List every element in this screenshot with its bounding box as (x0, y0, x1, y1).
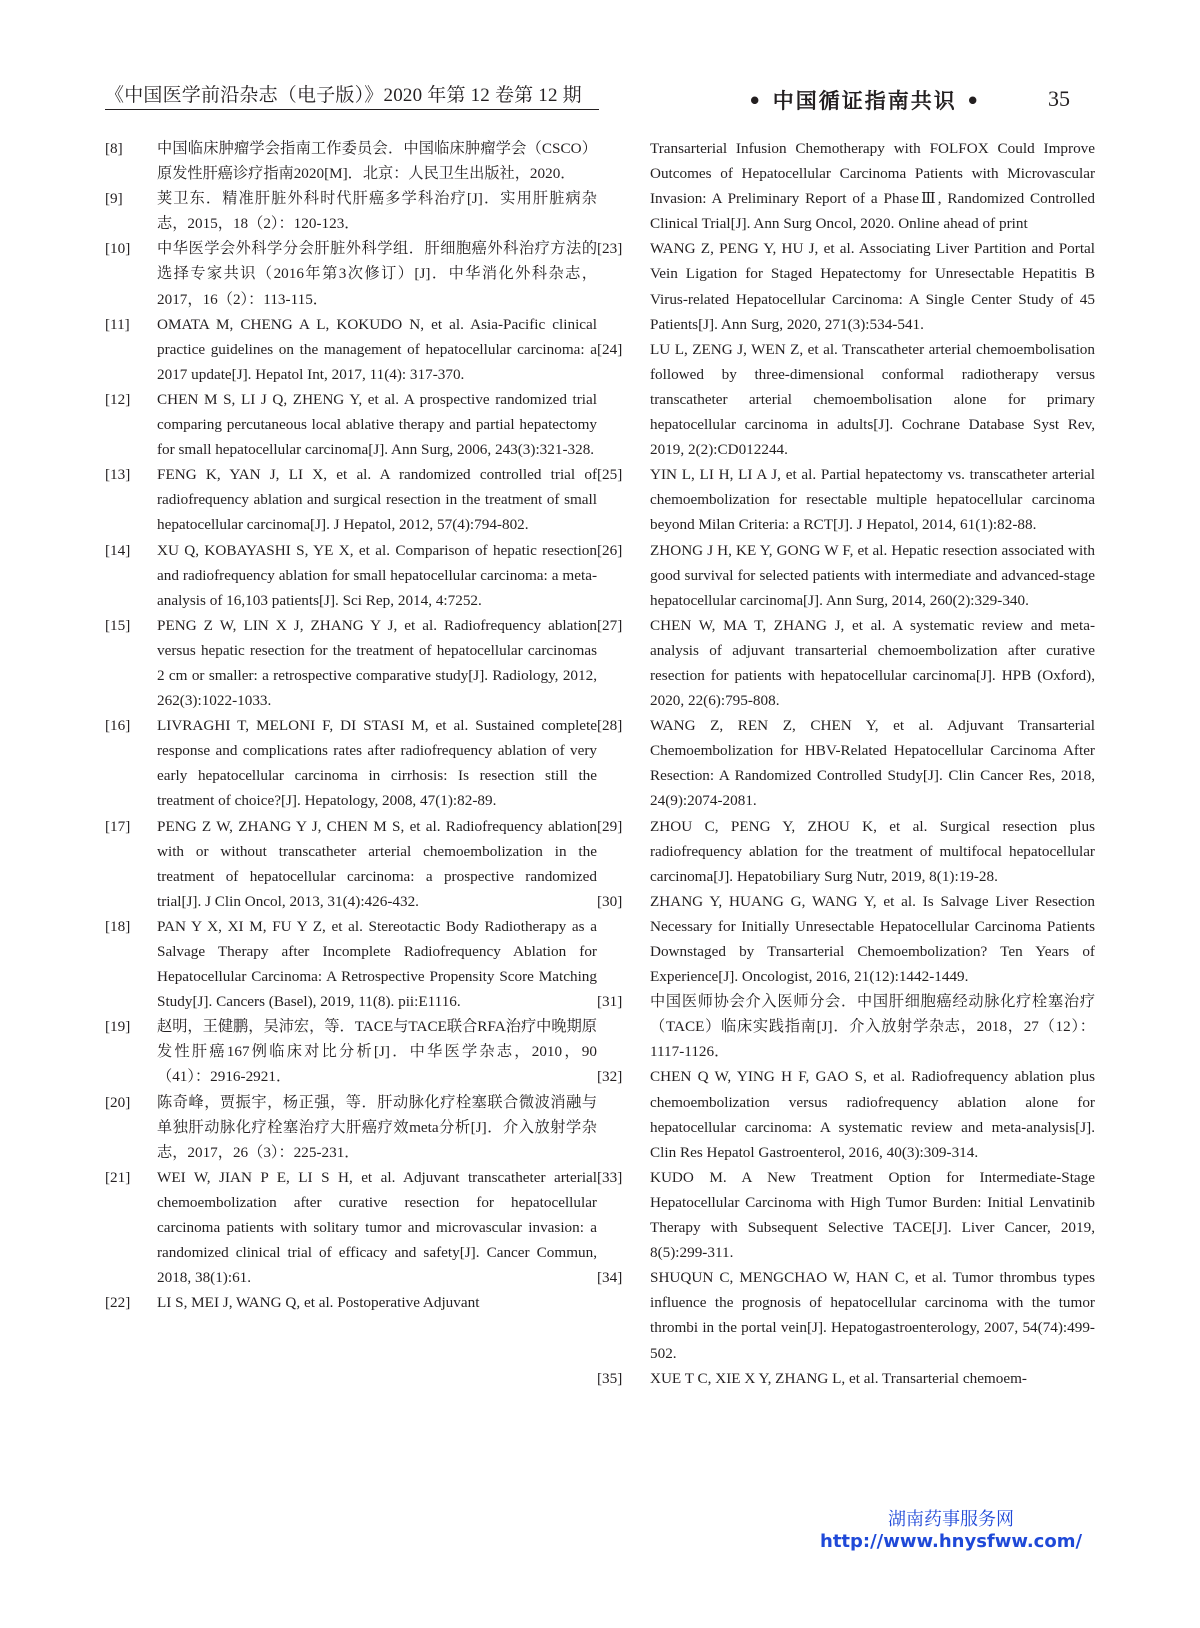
reference-number: [10] (105, 240, 131, 258)
reference-number: [9] (105, 190, 123, 208)
reference-text: FENG K, YAN J, LI X, et al. A randomized controlled trial of radiofrequency ablation and surgical resection in the treatment of small hepatocellular carcinoma[J]. J Hepatol, 2012, 57(4):794-802. (157, 466, 597, 534)
reference-item (597, 613, 1095, 713)
reference-item (105, 387, 597, 462)
reference-text: ZHOU C, PENG Y, ZHOU K, et al. Surgical resection plus radiofrequency ablation for the treatment of multifocal hepatocellular carcinoma[J]. Hepatobiliary Surg Nutr, 2019, 8(1):19-28. (650, 817, 1095, 885)
reference-number: [30] (597, 892, 623, 910)
reference-text: PAN Y X, XI M, FU Y Z, et al. Stereotactic Body Radiotherapy as a Salvage Therapy after Incomplete Radiofrequency Ablation for Hepatocellular Carcinoma: A Retrospective Propensity Score Matching Study[J]. Cancers (Basel), 2019, 11(8). pii:E1116. (157, 917, 597, 1011)
reference-item (105, 1090, 597, 1165)
reference-text: SHUQUN C, MENGCHAO W, HAN C, et al. Tumor thrombus types influence the prognosis of hepatocellular carcinoma with the tumor thrombi in the portal vein[J]. Hepatogastroenterology, 2007, 54(74):499-502. (650, 1269, 1095, 1362)
reference-item (597, 236, 1095, 336)
reference-item (597, 538, 1095, 613)
reference-text: ZHANG Y, HUANG G, WANG Y, et al. Is Salvage Liver Resection Necessary for Initially Unresectable Hepatocellular Carcinoma Patients Downstaged by Transarterial Chemoembolization? Ten Years of Experience[J]. Oncologist, 2016, 21(12):1442-1449. (650, 892, 1095, 986)
reference-number: [15] (105, 616, 131, 634)
reference-text: WEI W, JIAN P E, LI S H, et al. Adjuvant transcatheter arterial chemoembolization after curative resection for hepatocellular carcinoma patients with solitary tumor and microvascular invasion: a randomized clinical trial of efficacy and safety[J]. Cancer Commun, 2018, 38(1):61. (157, 1168, 597, 1287)
reference-column-left (105, 136, 597, 1315)
reference-item (105, 312, 597, 387)
journal-title: 《中国医学前沿杂志（电子版）》2020 年第 12 卷第 12 期 (105, 85, 582, 106)
reference-text: YIN L, LI H, LI A J, et al. Partial hepatectomy vs. transcatheter arterial chemoembolization for resectable multiple hepatocellular carcinoma beyond Milan Criteria: a RCT[J]. J Hepatol, 2014, 61(1):82-88. (650, 466, 1095, 534)
reference-text: PENG Z W, LIN X J, ZHANG Y J, et al. Radiofrequency ablation versus hepatic resection for the treatment of hepatocellular carcinomas 2 cm or smaller: a retrospective comparative study[J]. Radiology, 2012, 262(3):1022-1033. (157, 616, 597, 710)
reference-text: WANG Z, PENG Y, HU J, et al. Associating Liver Partition and Portal Vein Ligation for Staged Hepatectomy for Unresectable Hepatitis B Virus-related Hepatocellular Carcinoma: A Single Center Study of 45 Patients[J]. Ann Surg, 2020, 271(3):534-541. (650, 240, 1095, 333)
reference-number: [20] (105, 1093, 131, 1111)
reference-item (105, 462, 597, 537)
reference-number: [14] (105, 541, 131, 559)
reference-column-right (597, 136, 1095, 1391)
reference-item (105, 1290, 597, 1315)
reference-22-continuation: Transarterial Infusion Chemotherapy with FOLFOX Could Improve Outcomes of Hepatocellular Carcinoma Patients with Microvascular Invasion: A Preliminary Report of a PhaseⅢ, Randomized Controlled Clinical Trial[J]. Ann Surg Oncol, 2020. Online ahead of print (650, 140, 1095, 233)
reference-item (597, 989, 1095, 1064)
reference-item (105, 1165, 597, 1290)
reference-text: KUDO M. A New Treatment Option for Intermediate-Stage Hepatocellular Carcinoma with High Tumor Burden: Initial Lenvatinib Therapy with Subsequent Selective TACE[J]. Liver Cancer, 2019, 8(5):299-311. (650, 1168, 1095, 1262)
reference-text: OMATA M, CHENG A L, KOKUDO N, et al. Asia-Pacific clinical practice guidelines on the management of hepatocellular carcinoma: a 2017 update[J]. Hepatol Int, 2017, 11(4): 317-370. (157, 315, 597, 383)
watermark-url[interactable]: http://www.hnysfww.com/ (820, 1531, 1083, 1552)
page-header (0, 0, 1200, 120)
reference-text: XUE T C, XIE X Y, ZHANG L, et al. Transarterial chemoem- (650, 1369, 1027, 1387)
reference-number: [22] (105, 1294, 131, 1312)
reference-text: 荚卫东．精准肝脏外科时代肝癌多学科治疗[J]．实用肝脏病杂志，2015，18（2）：120-123． (157, 190, 597, 233)
reference-text: CHEN Q W, YING H F, GAO S, et al. Radiofrequency ablation plus chemoembolization versus radiofrequency ablation alone for hepatocellular carcinoma: A systematic review and meta-analysis[J]. Clin Res Hepatol Gastroenterol, 2016, 40(3):309-314. (650, 1068, 1095, 1161)
reference-number: [11] (105, 315, 130, 333)
reference-item (105, 613, 597, 713)
reference-text: 中国临床肿瘤学会指南工作委员会．中国临床肿瘤学会（CSCO）原发性肝癌诊疗指南2020[M]．北京：人民卫生出版社，2020． (157, 140, 597, 183)
watermark (820, 1505, 1082, 1552)
reference-number: [16] (105, 717, 131, 735)
reference-text: 中华医学会外科学分会肝脏外科学组．肝细胞癌外科治疗方法的选择专家共识（2016年第3次修订）[J]．中华消化外科杂志，2017，16（2）：113-115． (157, 240, 597, 308)
reference-number: [19] (105, 1018, 131, 1036)
reference-text: WANG Z, REN Z, CHEN Y, et al. Adjuvant Transarterial Chemoembolization for HBV-Related Hepatocellular Carcinoma After Resection: A Randomized Controlled Study[J]. Clin Cancer Res, 2018, 24(9):2074-2081. (650, 717, 1095, 810)
watermark-site-name: 湖南药事服务网 (888, 1509, 1015, 1530)
reference-number: [33] (597, 1168, 623, 1186)
reference-number: [27] (597, 616, 623, 634)
reference-item (105, 236, 597, 311)
reference-number: [32] (597, 1068, 623, 1086)
reference-item (597, 713, 1095, 813)
page-number: 35 (1048, 86, 1070, 111)
reference-text: LU L, ZENG J, WEN Z, et al. Transcatheter arterial chemoembolisation followed by three-dimensional conformal radiotherapy versus transcatheter arterial chemoembolisation alone for primary hepatocellular carcinoma in adults[J]. Cochrane Database Syst Rev, 2019, 2(2):CD012244. (650, 340, 1095, 459)
reference-text: 陈奇峰，贾振宇，杨正强，等．肝动脉化疗栓塞联合微波消融与单独肝动脉化疗栓塞治疗大肝癌疗效meta分析[J]．介入放射学杂志，2017，26（3）：225-231． (157, 1093, 597, 1161)
reference-item (597, 1265, 1095, 1365)
reference-number: [12] (105, 390, 131, 408)
reference-number: [34] (597, 1269, 623, 1287)
header-rule (105, 109, 599, 110)
reference-item (597, 462, 1095, 537)
reference-number: [31] (597, 993, 623, 1011)
reference-text: 中国医师协会介入医师分会．中国肝细胞癌经动脉化疗栓塞治疗（TACE）临床实践指南[J]．介入放射学杂志，2018，27（12）：1117-1126． (650, 993, 1095, 1061)
reference-number: [17] (105, 817, 131, 835)
reference-item (105, 538, 597, 613)
reference-item (105, 1014, 597, 1089)
reference-item (597, 1366, 1095, 1391)
reference-item (597, 814, 1095, 889)
reference-text: XU Q, KOBAYASHI S, YE X, et al. Comparison of hepatic resection and radiofrequency ablation for small hepatocellular carcinoma: a meta-analysis of 16,103 patients[J]. Sci Rep, 2014, 4:7252. (157, 541, 597, 609)
reference-number: [23] (597, 240, 623, 258)
reference-number: [25] (597, 466, 623, 484)
reference-text: CHEN M S, LI J Q, ZHENG Y, et al. A prospective randomized trial comparing percutaneous local ablative therapy and partial hepatectomy for small hepatocellular carcinoma[J]. Ann Surg, 2006, 243(3):321-328. (157, 390, 597, 459)
reference-text: CHEN W, MA T, ZHANG J, et al. A systematic review and meta-analysis of adjuvant transarterial chemoembolization after curative resection for patients with hepatocellular carcinoma[J]. HPB (Oxford), 2020, 22(6):795-808. (650, 616, 1095, 710)
reference-item (597, 337, 1095, 462)
section-title: • 中国循证指南共识 • (748, 89, 982, 113)
reference-item (105, 186, 597, 236)
reference-number: [21] (105, 1168, 131, 1186)
reference-text: ZHONG J H, KE Y, GONG W F, et al. Hepatic resection associated with good survival for selected patients with intermediate and advanced-stage hepatocellular carcinoma[J]. Ann Surg, 2014, 260(2):329-340. (650, 541, 1095, 609)
reference-number: [18] (105, 917, 131, 935)
reference-number: [26] (597, 541, 623, 559)
reference-text: 赵明，王健鹏，吴沛宏，等．TACE与TACE联合RFA治疗中晚期原发性肝癌167例临床对比分析[J]．中华医学杂志，2010，90（41）：2916-2921． (157, 1018, 597, 1086)
reference-text: PENG Z W, ZHANG Y J, CHEN M S, et al. Radiofrequency ablation with or without transcatheter arterial chemoembolization in the treatment of hepatocellular carcinoma: a prospective randomized trial[J]. J Clin Oncol, 2013, 31(4):426-432. (157, 817, 597, 910)
reference-text: LI S, MEI J, WANG Q, et al. Postoperative Adjuvant (157, 1294, 480, 1312)
reference-item (597, 889, 1095, 989)
reference-number: [13] (105, 466, 131, 484)
reference-number: [28] (597, 717, 623, 735)
reference-item (105, 814, 597, 914)
reference-text: LIVRAGHI T, MELONI F, DI STASI M, et al. Sustained complete response and complications rates after radiofrequency ablation of very early hepatocellular carcinoma in cirrhosis: Is resection still the treatment of choice?[J]. Hepatology, 2008, 47(1):82-89. (157, 717, 597, 810)
reference-number: [24] (597, 340, 623, 358)
reference-item (105, 136, 597, 186)
reference-item (597, 1165, 1095, 1265)
reference-number: [35] (597, 1369, 623, 1387)
reference-item (597, 1064, 1095, 1164)
reference-number: [8] (105, 140, 123, 157)
reference-item (105, 713, 597, 813)
reference-number: [29] (597, 817, 623, 835)
reference-item (105, 914, 597, 1014)
